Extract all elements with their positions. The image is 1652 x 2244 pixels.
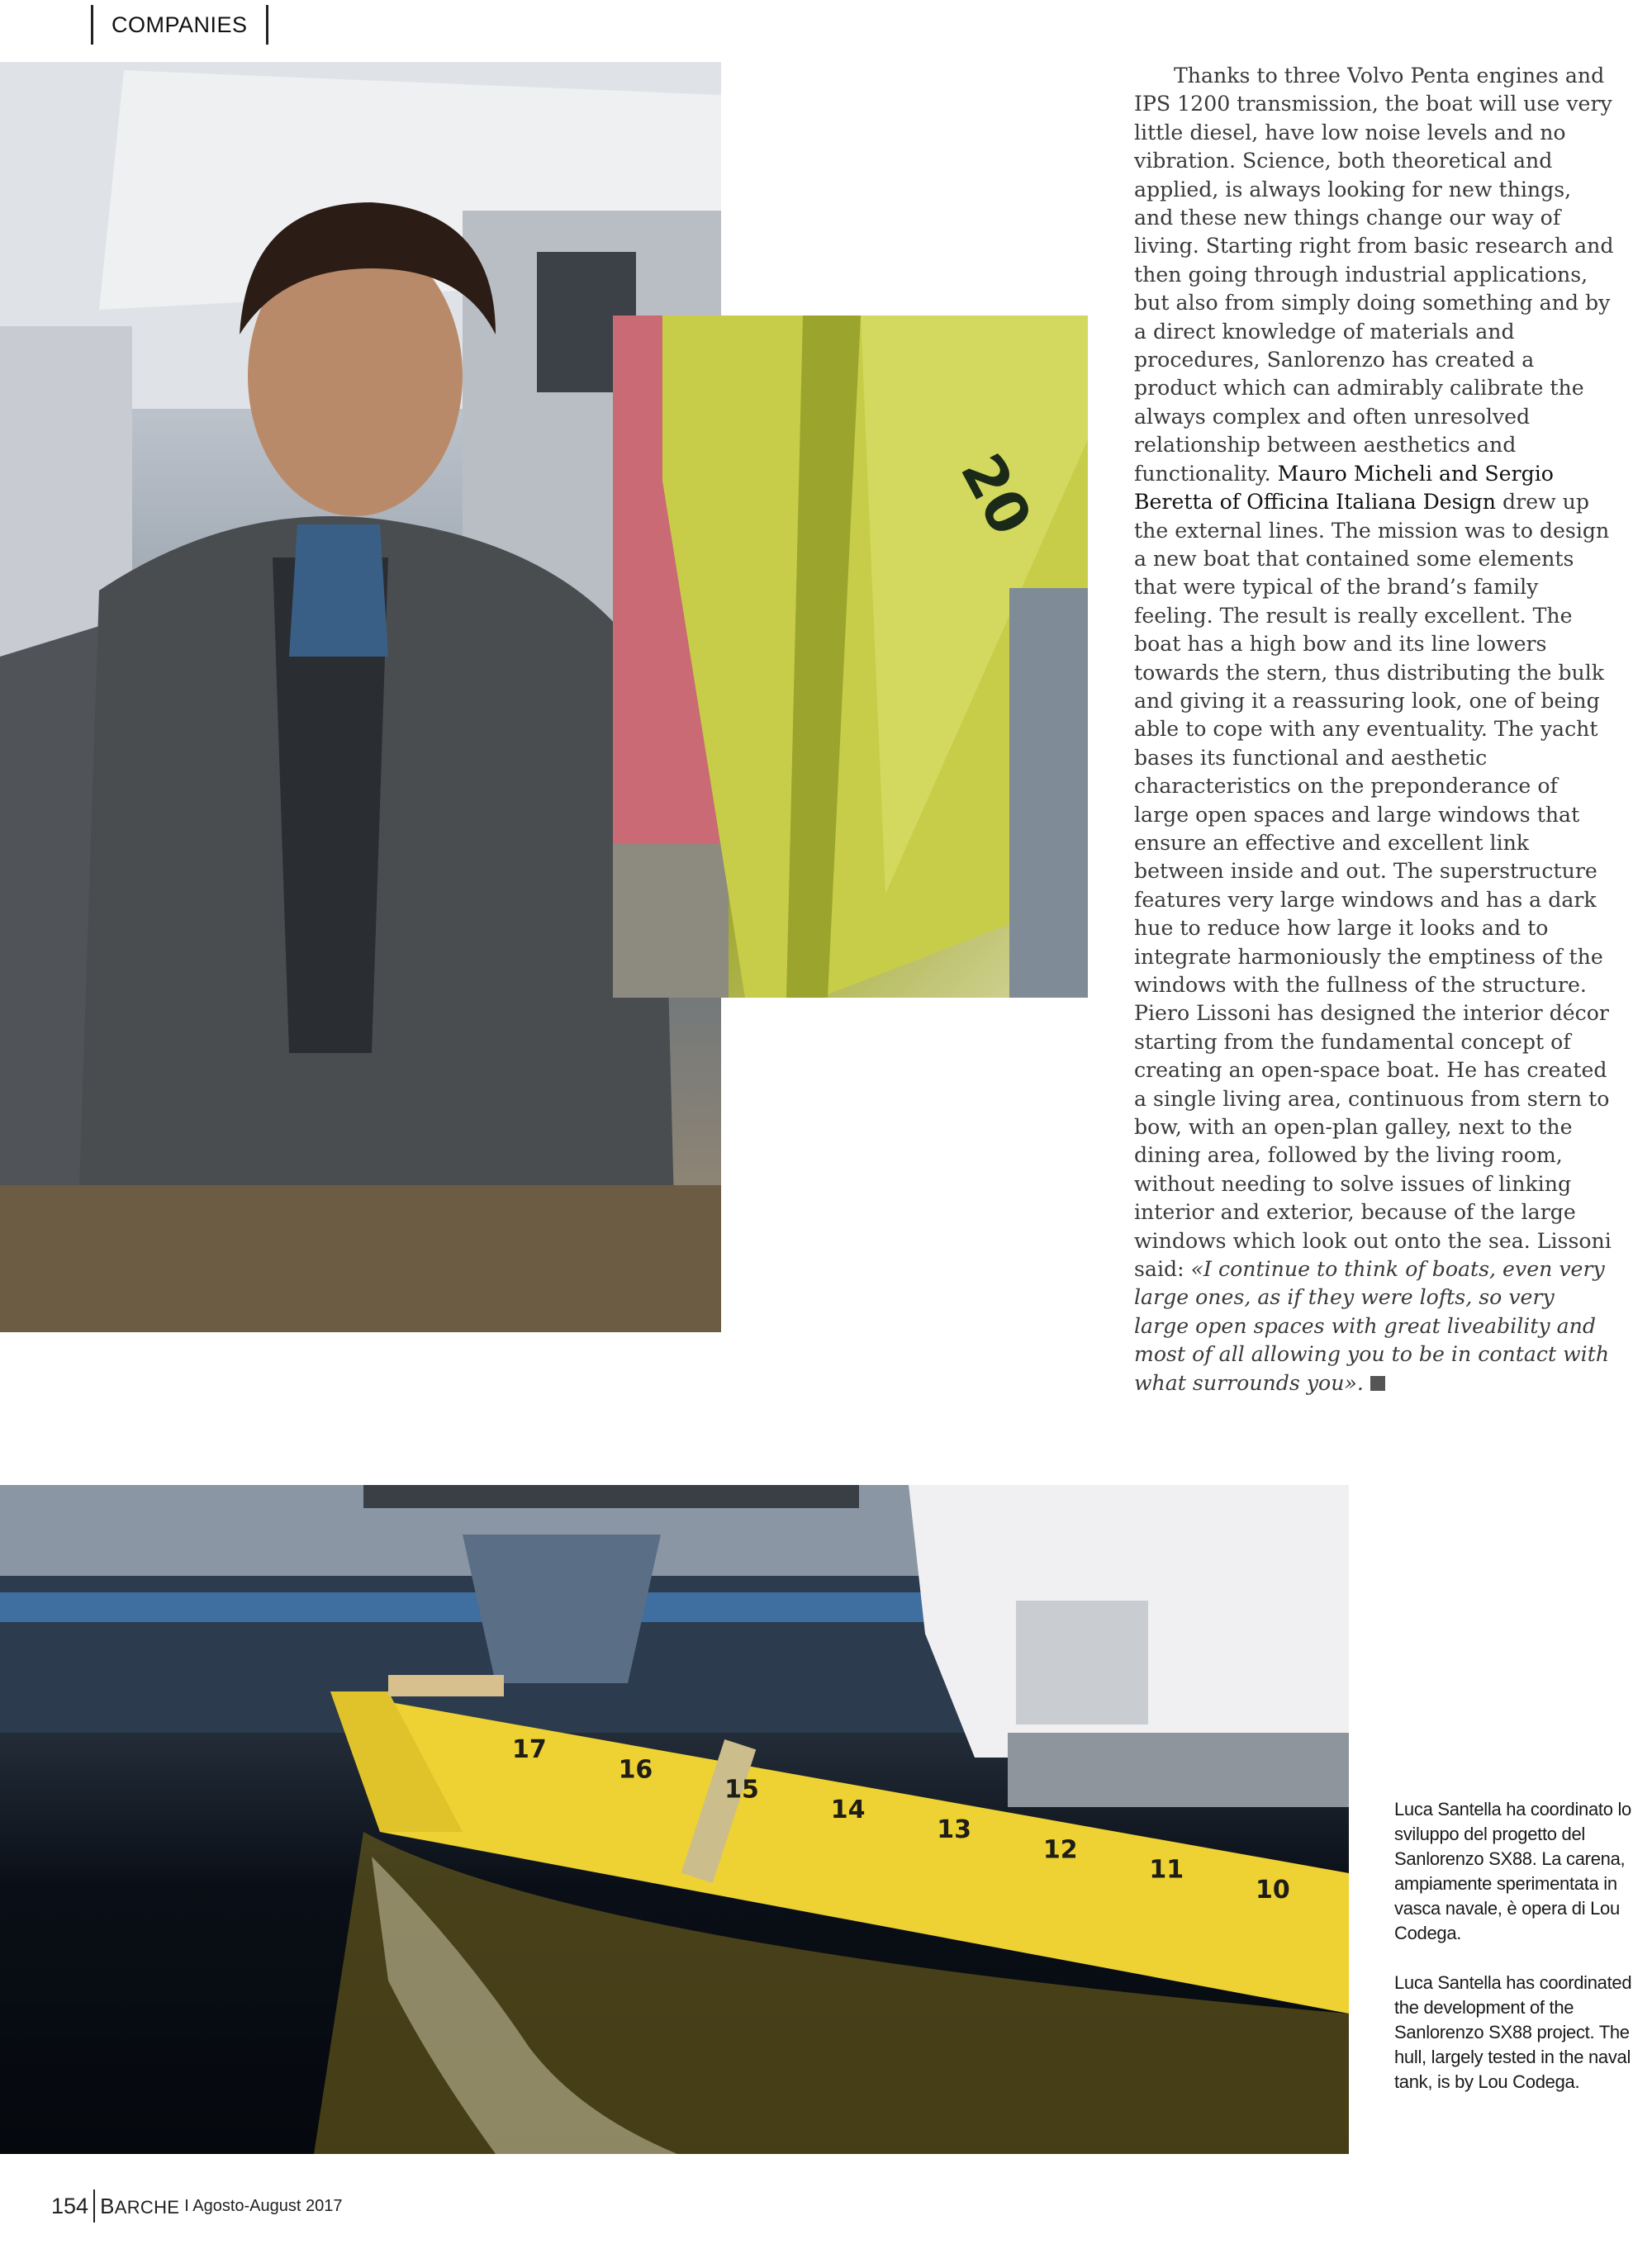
article-paragraph	[1134, 62, 1615, 1397]
hull-station-mark: 13	[937, 1815, 972, 1845]
naval-tank-photo	[0, 1485, 1349, 2154]
hull-station-mark: 12	[1042, 1835, 1078, 1865]
hull-station-mark: 14	[830, 1795, 866, 1824]
tank-illustration	[0, 1485, 1349, 2154]
hull-station-mark: 17	[512, 1735, 547, 1764]
footer-divider	[93, 2189, 95, 2223]
hull-station-mark: 11	[1149, 1855, 1184, 1885]
magazine-initial: B	[100, 2193, 115, 2218]
section-label	[91, 5, 268, 45]
hull-illustration	[613, 315, 1088, 998]
hull-station-mark: 15	[724, 1775, 759, 1805]
hull-bow-photo	[613, 315, 1088, 998]
issue-date: I Agosto-August 2017	[184, 2196, 343, 2215]
magazine-name-rest: ARCHE	[114, 2196, 180, 2218]
hull-number-label: 20	[947, 443, 1046, 546]
end-of-article-mark	[1370, 1376, 1385, 1391]
page-number: 154	[51, 2193, 89, 2218]
designers-highlight: Mauro Micheli and Sergio Beretta of Officina Italiana Design	[1134, 461, 1554, 515]
article-intro-text: Thanks to three Volvo Penta engines and IPS 1200 transmission, the boat will use very little diesel, have low noise levels and no vibration. Science, both theoretical and applied, is always looking for new things, and these new things change our way of living. Starting right from basic research and then going through industrial applications, but also from simply doing something and by a direct knowledge of materials and procedures, Sanlorenzo has created a product which can admirably calibrate the always complex and often unresolved relationship between aesthetics and functionality.	[1134, 64, 1614, 486]
article-main-text: drew up the external lines. The mission was to design a new boat that contained some elements that were typical of the brand’s family feeling. The result is really excellent. The boat has a high bow and its line lowers towards the stern, thus distributing the bulk and giving it a reassuring look, one of being able to cope with any eventuality. The yacht bases its functional and aesthetic characteristics on the preponderance of large open spaces and large windows that ensure an effective and excellent link between inside and out. The superstructure features very large windows and has a dark hue to reduce how large it looks and to integrate harmoniously the emptiness of the windows with the fullness of the structure. Piero Lissoni has designed the interior décor starting from the fundamental concept of creating an open-space boat. He has created a single living area, continuous from stern to bow, with an open-plan galley, next to the dining area, followed by the living room, without needing to solve issues of linking interior and exterior, because of the large windows which look out onto the sea. Lissoni said:	[1134, 490, 1612, 1282]
page-footer	[51, 2187, 342, 2225]
article-body	[1134, 62, 1615, 1397]
magazine-name	[100, 2194, 179, 2219]
hull-station-mark: 10	[1256, 1876, 1290, 1905]
lissoni-quote: «I continue to think of boats, even very large ones, as if they were lofts, so very large open spaces with great liveability and most of all allowing you to be in contact with what surrounds you».	[1134, 1257, 1610, 1395]
hull-station-mark: 16	[618, 1755, 653, 1785]
section-label-text: COMPANIES	[112, 12, 248, 37]
photo-caption	[1394, 1797, 1642, 2095]
caption-english: Luca Santella has coordinated the development of the Sanlorenzo SX88 project. The hull, largely tested in the naval tank, is by Lou Codega.	[1394, 1972, 1632, 2092]
caption-italian: Luca Santella ha coordinato lo sviluppo del progetto del Sanlorenzo SX88. La carena, ampiamente sperimentata in vasca navale, è opera di Lou Codega.	[1394, 1799, 1631, 1943]
